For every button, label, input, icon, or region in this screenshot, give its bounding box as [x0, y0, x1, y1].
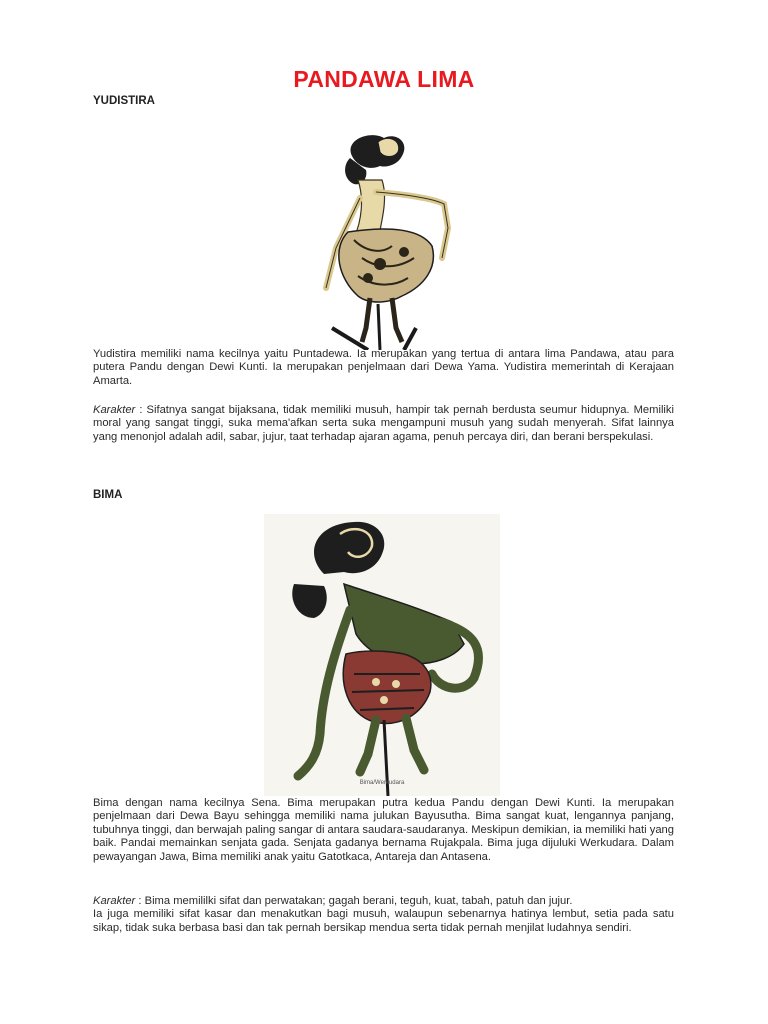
bima-character — [93, 895, 674, 935]
bima-character-text: : Bima memililki sifat dan perwatakan; gagah berani, teguh, kuat, tabah, patuh dan jujur. — [138, 895, 573, 907]
section-heading-bima: BIMA — [93, 489, 123, 501]
bima-description: Bima dengan nama kecilnya Sena. Bima merupakan putra kedua Pandu dengan Dewi Kunti. Ia merupakan penjelmaan dari Dewa Bayu sehingga memiliki nama julukan Bayusutha. Bima sangat kuat, lengannya panjang, tubuhnya tinggi, dan berwajah paling sangar di antara saudara-saudaranya. Meskipun demikian, ia memiliki hati yang baik. Pandai memainkan senjata gada. Senjata gadanya bernama Rujakpala. Bima juga dijuluki Werkudara. Dalam pewayangan Jawa, Bima memiliki anak yaitu Gatotkaca, Antareja dan Antasena. — [93, 797, 674, 863]
bima-figure-caption: Bima/Werkudara — [359, 780, 405, 786]
wayang-yudistira-figure — [292, 128, 472, 350]
yudistira-character-text: : Sifatnya sangat bijaksana, tidak memiliki musuh, hampir tak pernah berdusta seumur hidupnya. Memiliki moral yang sangat tinggi, suka mema'afkan serta suka mengampuni musuh yang sudah menyerah. Sifat lainnya yang menonjol adalah adil, sabar, jujur, taat terhadap ajaran agama, penuh percaya diri, dan berani berspekulasi. — [93, 404, 674, 443]
karakter-label: Karakter — [93, 404, 136, 416]
bima-extra-text: Ia juga memiliki sifat kasar dan menakutkan bagi musuh, walaupun sebenarnya hatinya lembut, setia pada satu sikap, tidak suka berbasa basi dan tak pernah bersikap mendua serta tidak pernah menjilat ludahnya sendiri. — [93, 908, 674, 934]
section-heading-yudistira: YUDISTIRA — [93, 95, 155, 107]
yudistira-description: Yudistira memiliki nama kecilnya yaitu Puntadewa. Ia merupakan yang tertua di antara lima Pandawa, atau para putera Pandu dengan Dewi Kunti. Ia merupakan penjelmaan dari Dewa Yama. Yudistira memerintah di Kerajaan Amarta. — [93, 348, 674, 387]
yudistira-character — [93, 404, 674, 444]
wayang-bima-figure — [264, 514, 500, 796]
karakter-label: Karakter — [93, 895, 136, 907]
page-title: PANDAWA LIMA — [293, 66, 475, 92]
